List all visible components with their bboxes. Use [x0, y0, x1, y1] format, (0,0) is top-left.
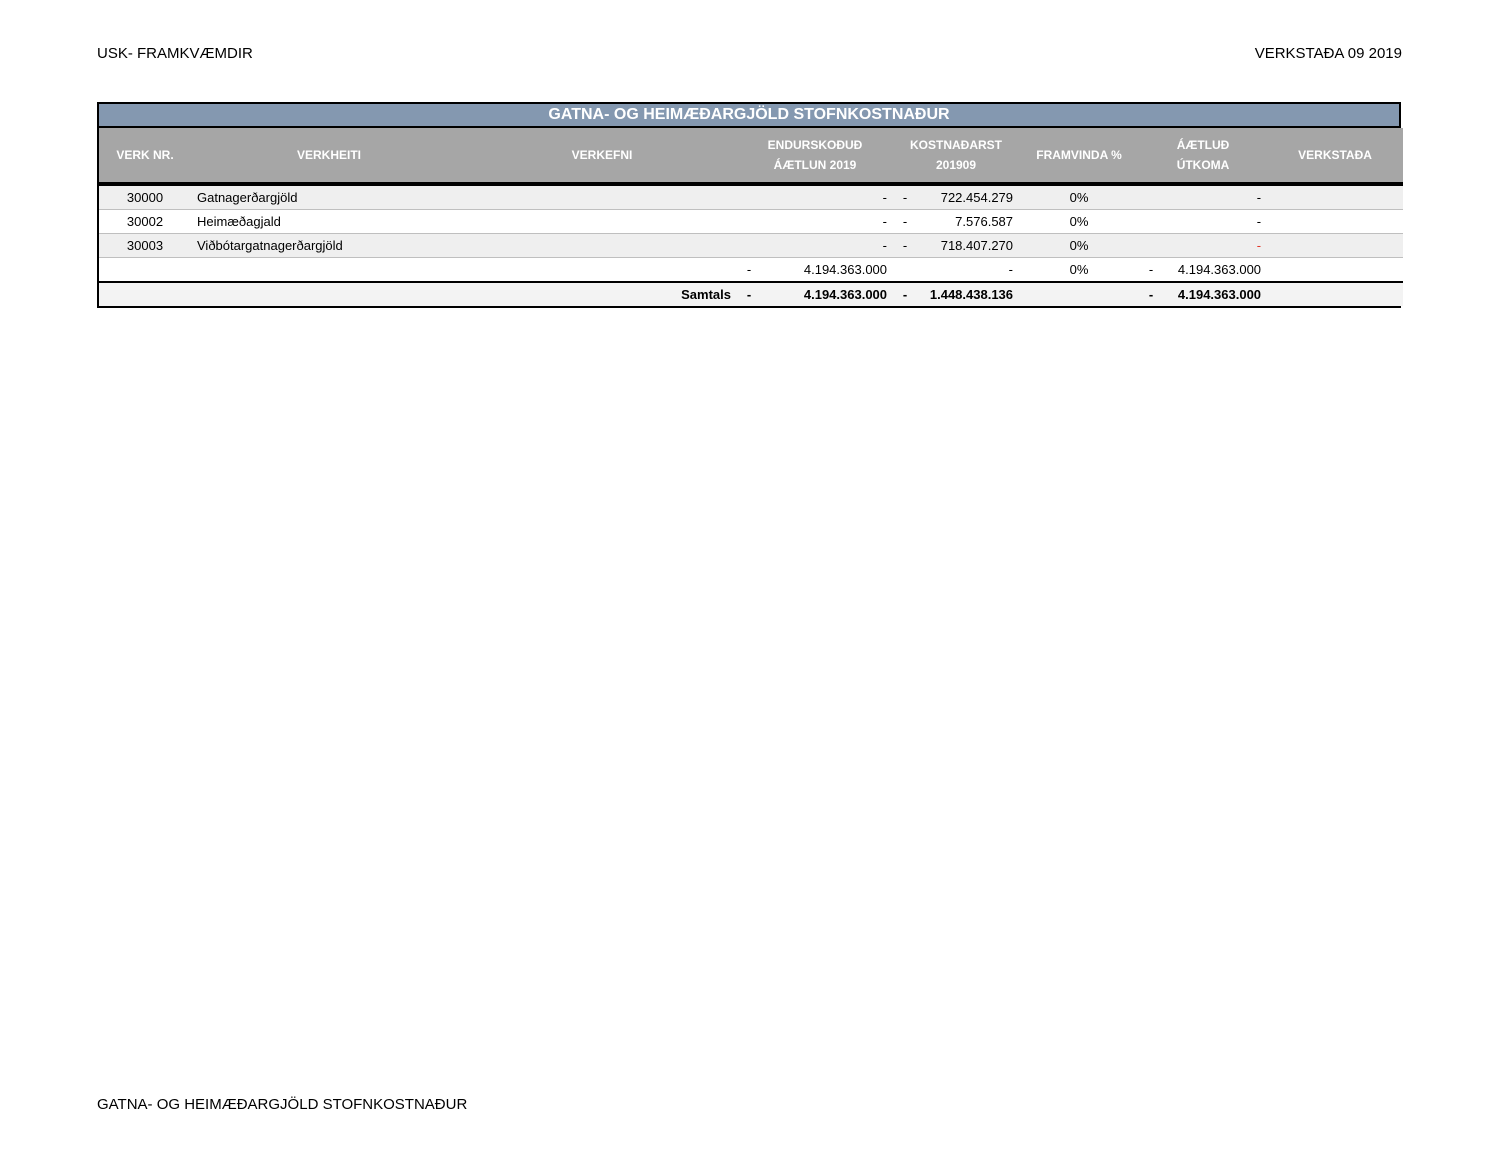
total-aetlun-sign: -: [737, 282, 761, 306]
col-header-framvinda: FRAMVINDA %: [1019, 128, 1139, 184]
cell-verkstada: [1267, 258, 1403, 283]
col-header-utkoma-line1: ÁÆTLUÐ: [1176, 138, 1230, 152]
col-header-verkstada: VERKSTAÐA: [1267, 128, 1403, 184]
page-header-left: USK- FRAMKVÆMDIR: [97, 45, 253, 62]
col-header-aetlun: [737, 128, 893, 184]
cell-aetlun: -: [761, 184, 893, 210]
total-label: Samtals: [467, 282, 737, 306]
cell-blank: [1267, 282, 1403, 306]
cell-verkstada: [1267, 234, 1403, 258]
table-title: GATNA- OG HEIMÆÐARGJÖLD STOFNKOSTNAÐUR: [99, 104, 1399, 128]
cell-aetlun-sign: [737, 184, 761, 210]
total-kostn: 1.448.438.136: [917, 282, 1019, 306]
cell-verkstada: [1267, 184, 1403, 210]
table-row: [99, 184, 1403, 210]
cell-verkheiti: Viðbótargatnagerðargjöld: [191, 234, 467, 258]
cell-verkefni: [467, 258, 737, 283]
table-row: [99, 258, 1403, 283]
total-aetlun: 4.194.363.000: [761, 282, 893, 306]
total-utkoma-sign: -: [1139, 282, 1163, 306]
cell-framvinda: 0%: [1019, 258, 1139, 283]
cell-verkefni: [467, 234, 737, 258]
cell-utkoma-sign: -: [1139, 258, 1163, 283]
cell-aetlun: -: [761, 234, 893, 258]
col-header-kostn-line2: 201909: [935, 158, 977, 172]
cell-utkoma: -: [1163, 184, 1267, 210]
total-utkoma: 4.194.363.000: [1163, 282, 1267, 306]
cell-kostn-sign: -: [893, 210, 917, 234]
cell-aetlun-sign: [737, 234, 761, 258]
cell-verkefni: [467, 184, 737, 210]
col-header-utkoma-line2: ÚTKOMA: [1176, 158, 1230, 172]
cell-aetlun: 4.194.363.000: [761, 258, 893, 283]
col-header-aetlun-line2: ÁÆTLUN 2019: [773, 158, 857, 172]
col-header-verkheiti: VERKHEITI: [191, 128, 467, 184]
cell-framvinda: 0%: [1019, 184, 1139, 210]
cell-blank: [99, 282, 191, 306]
col-header-utkoma: [1139, 128, 1267, 184]
cell-kostn-sign: -: [893, 184, 917, 210]
cell-framvinda: 0%: [1019, 234, 1139, 258]
spreadsheet-table: [97, 102, 1401, 308]
cell-kostn: 722.454.279: [917, 184, 1019, 210]
header-row: [99, 128, 1403, 184]
cell-aetlun: -: [761, 210, 893, 234]
cell-blank: [1019, 282, 1139, 306]
col-header-verkefni: VERKEFNI: [467, 128, 737, 184]
cell-kostn: 7.576.587: [917, 210, 1019, 234]
cell-verkheiti: [191, 258, 467, 283]
cell-utkoma: 4.194.363.000: [1163, 258, 1267, 283]
cell-framvinda: 0%: [1019, 210, 1139, 234]
cell-utkoma-sign: [1139, 210, 1163, 234]
cell-verkefni: [467, 210, 737, 234]
cell-utkoma: -: [1163, 234, 1267, 258]
cell-verkheiti: Heimæðagjald: [191, 210, 467, 234]
total-kostn-sign: -: [893, 282, 917, 306]
cell-verkstada: [1267, 210, 1403, 234]
page-header-right: VERKSTAÐA 09 2019: [1254, 45, 1402, 62]
cell-verkheiti: Gatnagerðargjöld: [191, 184, 467, 210]
cell-utkoma: -: [1163, 210, 1267, 234]
table-row: [99, 234, 1403, 258]
cell-kostn: -: [917, 258, 1019, 283]
cell-verk-nr: 30002: [99, 210, 191, 234]
col-header-kostnadur: [893, 128, 1019, 184]
cell-verk-nr: [99, 258, 191, 283]
cost-table: [99, 128, 1403, 306]
cell-utkoma-sign: [1139, 234, 1163, 258]
total-row: [99, 282, 1403, 306]
col-header-kostn-line1: KOSTNAÐARST: [910, 138, 1003, 152]
cell-kostn: 718.407.270: [917, 234, 1019, 258]
cell-utkoma-sign: [1139, 184, 1163, 210]
cell-blank: [191, 282, 467, 306]
cell-aetlun-sign: -: [737, 258, 761, 283]
cell-kostn-sign: [893, 258, 917, 283]
cell-kostn-sign: -: [893, 234, 917, 258]
page-footer: GATNA- OG HEIMÆÐARGJÖLD STOFNKOSTNAÐUR: [97, 1096, 468, 1113]
cell-verk-nr: 30003: [99, 234, 191, 258]
cell-aetlun-sign: [737, 210, 761, 234]
col-header-verk-nr: VERK NR.: [99, 128, 191, 184]
cell-verk-nr: 30000: [99, 184, 191, 210]
col-header-aetlun-line1: ENDURSKOÐUÐ: [767, 138, 863, 152]
table-row: [99, 210, 1403, 234]
